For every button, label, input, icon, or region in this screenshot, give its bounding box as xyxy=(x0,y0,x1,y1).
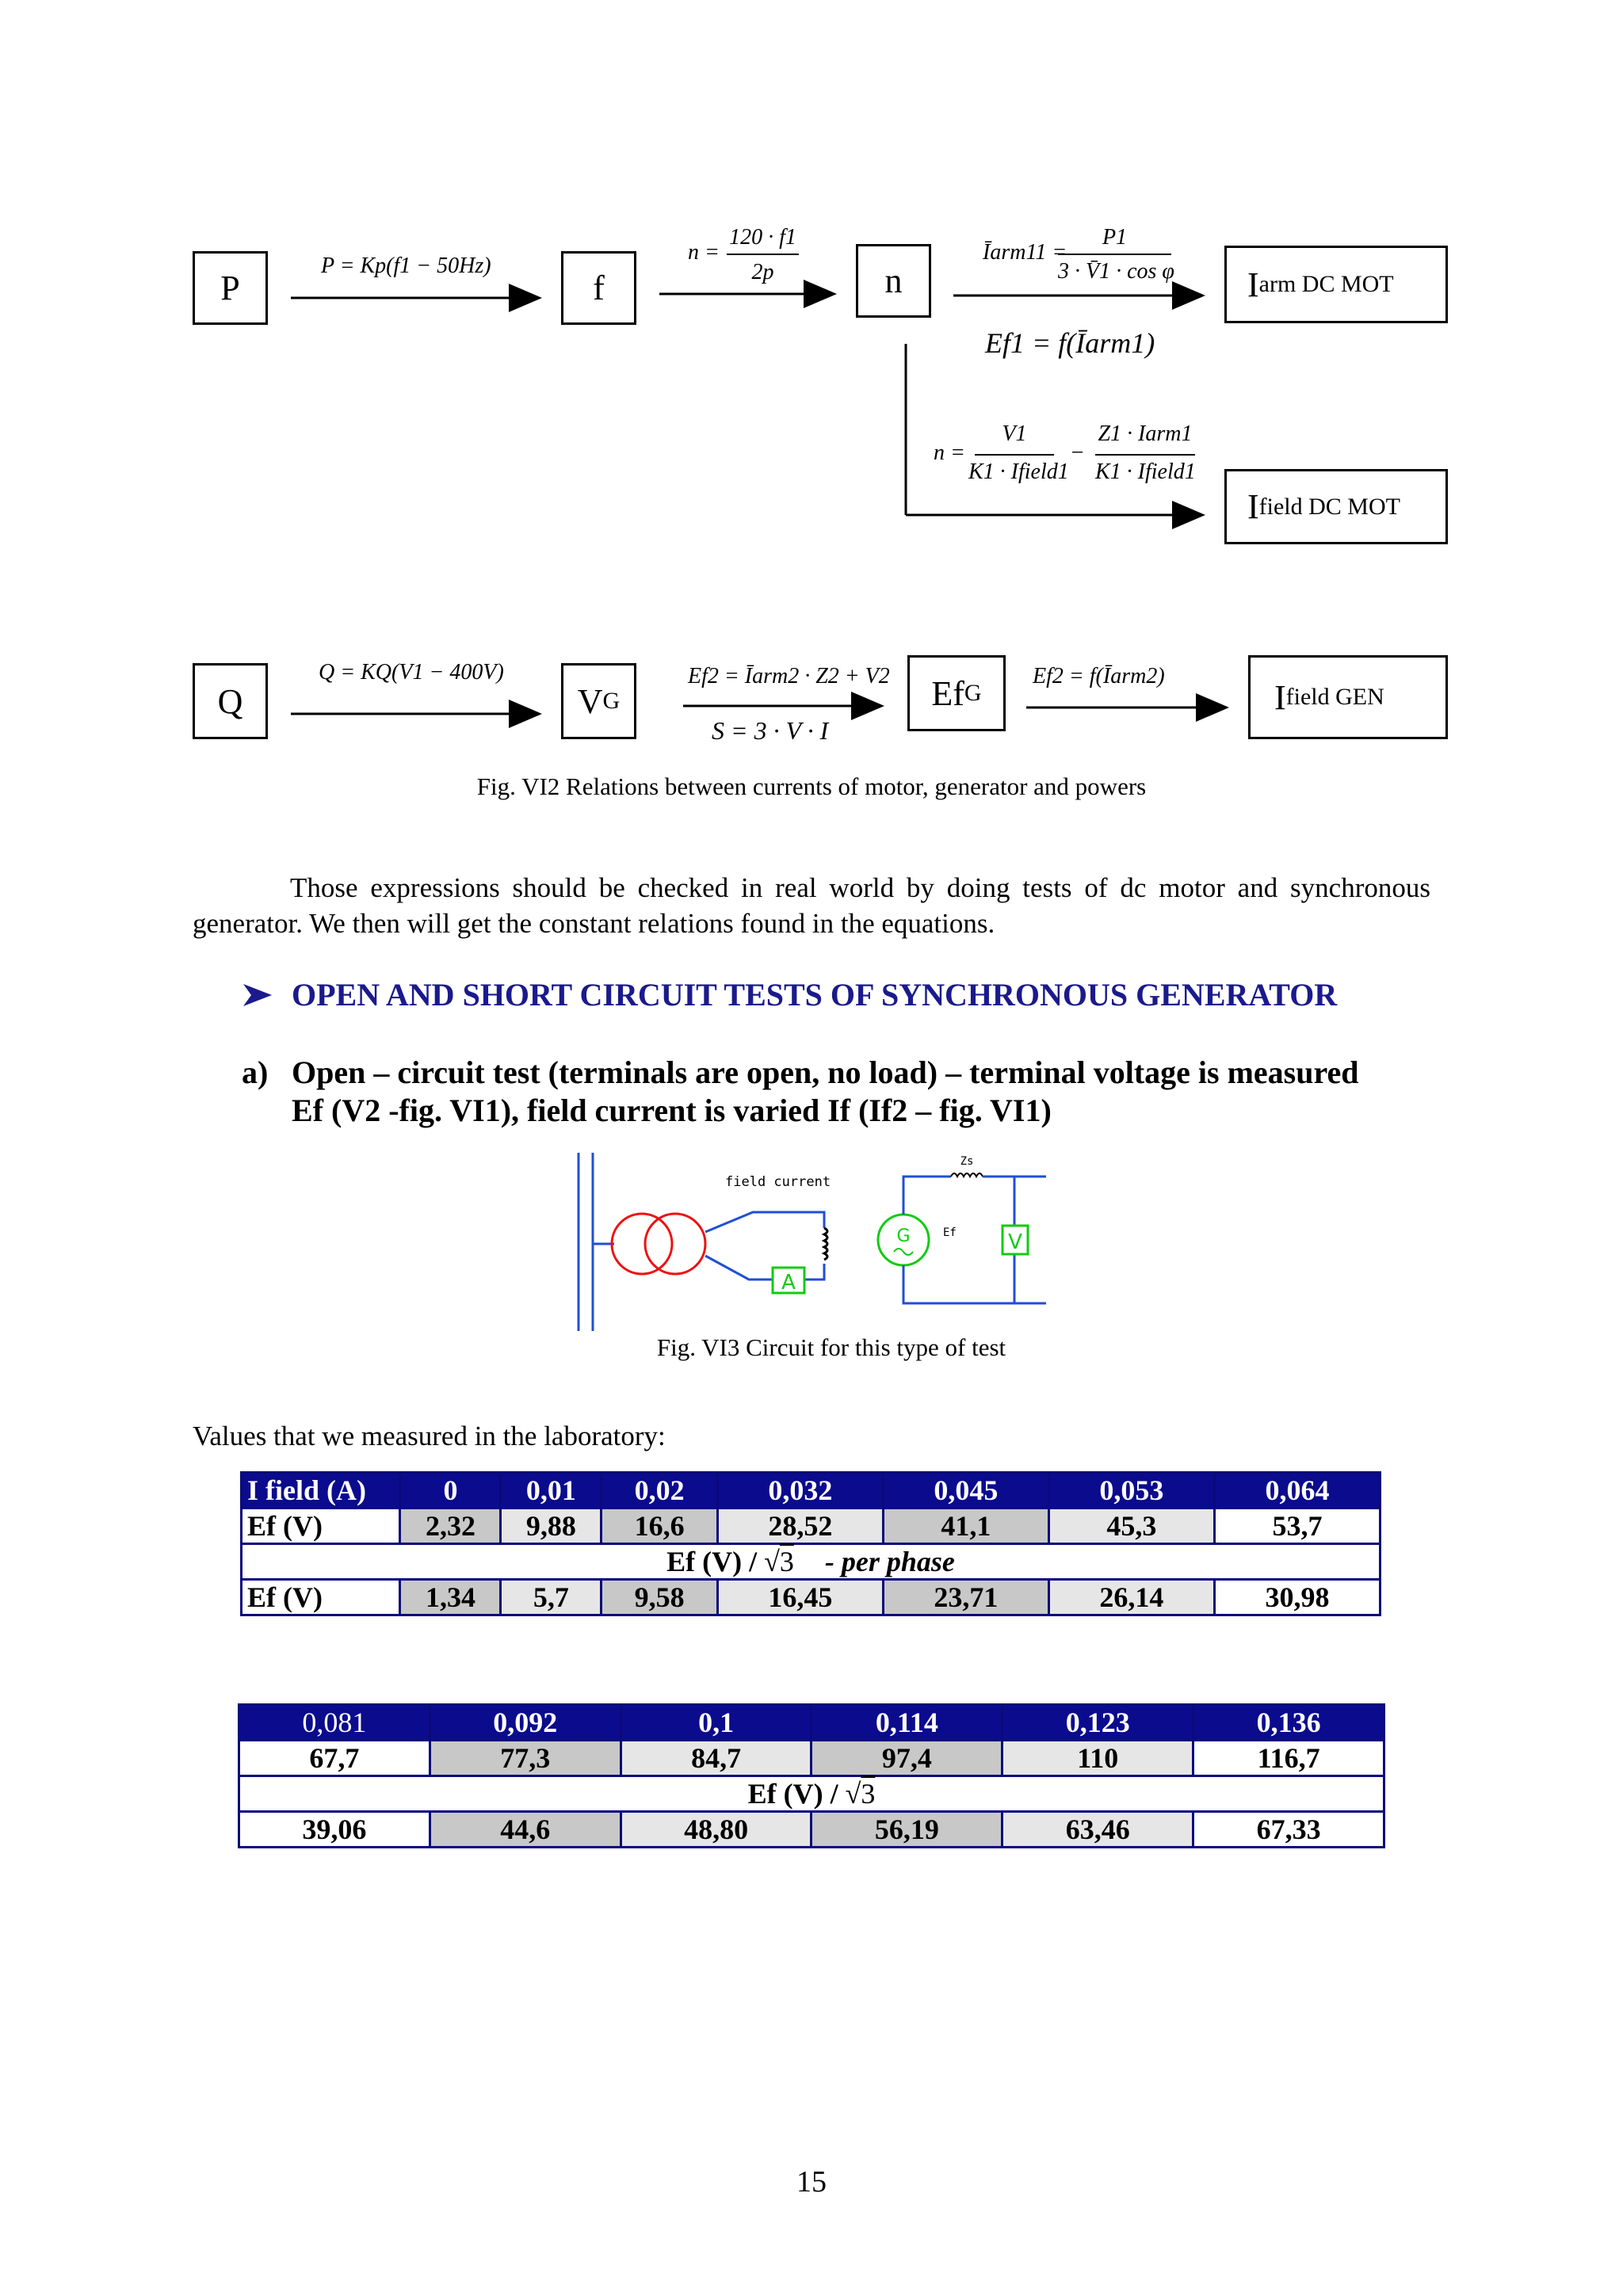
table-row xyxy=(242,1580,1381,1615)
table-cell: 56,19 xyxy=(812,1812,1002,1848)
table-cell: 28,52 xyxy=(717,1508,883,1544)
measured-intro: Values that we measured in the laboratory: xyxy=(193,1421,666,1451)
sqrt-value: 3 xyxy=(779,1546,794,1577)
eq-power-frequency: P = Kp(f1 − 50Hz) xyxy=(321,254,491,278)
table-cell: 48,80 xyxy=(621,1812,812,1848)
table-cell: 0,123 xyxy=(1002,1705,1193,1741)
page-number: 15 xyxy=(796,2165,827,2199)
ef-per-phase-label: Ef (V) / xyxy=(666,1546,758,1577)
table-cell: 30,98 xyxy=(1214,1580,1380,1615)
box-iarm-dc-mot: I arm DC MOT xyxy=(1224,246,1448,323)
box-f: f xyxy=(561,251,636,325)
box-vg: V G xyxy=(561,663,636,739)
transformer-coil-left-icon xyxy=(612,1214,672,1274)
svg-text:Ef: Ef xyxy=(943,1226,957,1239)
table-cell: I field (A) xyxy=(242,1473,400,1508)
measurement-table-2 xyxy=(238,1703,1385,1848)
table-cell: 0,064 xyxy=(1214,1473,1380,1508)
table-cell: 77,3 xyxy=(430,1741,621,1776)
fig-vi2-caption: Fig. VI2 Relations between currents of motor, generator and powers xyxy=(476,772,1147,800)
box-ifield-gen: I field GEN xyxy=(1248,655,1448,739)
table-row xyxy=(239,1741,1384,1776)
table-cell: 39,06 xyxy=(239,1812,430,1848)
table-cell: 0 xyxy=(400,1473,501,1508)
eq-iarm-den: 3 · V̄1 · cos φ xyxy=(1058,259,1174,284)
box-ifield-dc-mot: I field DC MOT xyxy=(1224,469,1448,544)
eq-speed-lhs: n = xyxy=(688,240,720,265)
box-q: Q xyxy=(193,663,268,739)
transformer-coil-right-icon xyxy=(645,1214,705,1274)
table-cell: 5,7 xyxy=(501,1580,601,1615)
fig-vi3-caption: Fig. VI3 Circuit for this type of test xyxy=(656,1333,1006,1361)
subsection-marker: a) xyxy=(242,1055,269,1090)
table-cell: 41,1 xyxy=(883,1508,1048,1544)
table-cell: 26,14 xyxy=(1048,1580,1214,1615)
table-row xyxy=(242,1473,1381,1508)
table-cell: 9,88 xyxy=(501,1508,601,1544)
arrow-bullet-icon xyxy=(242,981,273,1009)
table-cell: 53,7 xyxy=(1214,1508,1380,1544)
eq-apparent-power: S = 3 · V · I xyxy=(712,716,829,745)
eq-speed2-num1: V1 xyxy=(1002,421,1027,446)
body-paragraph: Those expressions should be checked in real world by doing tests of dc motor and synchronous generator. We then will get the constant relations found in the equations. xyxy=(193,872,1430,939)
circuit-diagram xyxy=(571,1153,1054,1331)
table-cell xyxy=(239,1776,1384,1812)
table-cell: 67,33 xyxy=(1193,1812,1384,1848)
table-cell: 16,6 xyxy=(601,1508,718,1544)
table-cell: 9,58 xyxy=(601,1580,718,1615)
table-cell: 0,02 xyxy=(601,1473,718,1508)
table-cell: 0,032 xyxy=(717,1473,883,1508)
table-cell: 110 xyxy=(1002,1741,1193,1776)
table-cell: 84,7 xyxy=(621,1741,812,1776)
table-cell: 44,6 xyxy=(430,1812,621,1848)
svg-text:A: A xyxy=(781,1271,796,1295)
table-cell: 0,1 xyxy=(621,1705,812,1741)
subsection-line1: Open – circuit test (terminals are open, no load) – terminal voltage is measured xyxy=(292,1055,1359,1090)
sqrt-icon: √ xyxy=(845,1778,861,1810)
table-cell: 0,081 xyxy=(239,1705,430,1741)
table-cell: Ef (V) xyxy=(242,1580,400,1615)
table-cell: 97,4 xyxy=(812,1741,1002,1776)
table-cell: 0,136 xyxy=(1193,1705,1384,1741)
eq-ef1: Ef1 = f(Īarm1) xyxy=(985,327,1155,359)
section-heading: OPEN AND SHORT CIRCUIT TESTS OF SYNCHRONOUS GENERATOR xyxy=(292,977,1338,1013)
eq-speed2-num2: Z1 · Iarm1 xyxy=(1098,421,1193,446)
sqrt-icon: √ xyxy=(764,1546,780,1577)
eq-speed-den: 2p xyxy=(751,260,774,284)
svg-text:Zs: Zs xyxy=(960,1155,974,1168)
box-efg: Ef G xyxy=(907,655,1006,731)
sqrt-value: 3 xyxy=(861,1778,876,1810)
eq-speed2-minus: − xyxy=(1070,441,1085,465)
table-cell: 0,114 xyxy=(812,1705,1002,1741)
table-cell: 16,45 xyxy=(717,1580,883,1615)
table-cell: 67,7 xyxy=(239,1741,430,1776)
table-cell: 116,7 xyxy=(1193,1741,1384,1776)
svg-text:V: V xyxy=(1008,1230,1022,1254)
box-p: P xyxy=(193,251,268,325)
table-cell: Ef (V) xyxy=(242,1508,400,1544)
diagram1-arrows xyxy=(0,0,1623,713)
eq-speed2-lhs: n = xyxy=(934,441,965,465)
table-row xyxy=(242,1544,1381,1580)
table-row xyxy=(242,1508,1381,1544)
eq-speed2-den2: K1 · Ifield1 xyxy=(1095,460,1196,484)
table-cell: 23,71 xyxy=(883,1580,1048,1615)
table-cell: 2,32 xyxy=(400,1508,501,1544)
table-row xyxy=(239,1812,1384,1848)
table-cell: 0,045 xyxy=(883,1473,1048,1508)
table-cell: 0,053 xyxy=(1048,1473,1214,1508)
svg-text:G: G xyxy=(896,1226,911,1246)
eq-ef2-function: Ef2 = f(Īarm2) xyxy=(1033,664,1165,688)
eq-speed2-den1: K1 · Ifield1 xyxy=(968,460,1069,484)
per-phase-note: - per phase xyxy=(824,1546,955,1577)
table-cell: 1,34 xyxy=(400,1580,501,1615)
measurement-table-1 xyxy=(240,1471,1381,1616)
table-row xyxy=(239,1705,1384,1741)
eq-ef2: Ef2 = Īarm2 · Z2 + V2 xyxy=(688,664,890,688)
box-n: n xyxy=(856,244,931,318)
table-cell xyxy=(242,1544,1381,1580)
ef-per-phase-label: Ef (V) / xyxy=(747,1778,838,1810)
table-cell: 0,01 xyxy=(501,1473,601,1508)
table-cell: 63,46 xyxy=(1002,1812,1193,1848)
svg-text:field current: field current xyxy=(725,1174,831,1190)
table-row xyxy=(239,1776,1384,1812)
eq-speed-num: 120 · f1 xyxy=(729,225,796,250)
table-cell: 0,092 xyxy=(430,1705,621,1741)
eq-iarm-num: P1 xyxy=(1102,225,1128,250)
eq-iarm-lhs: Īarm11 = xyxy=(983,240,1067,265)
table-cell: 45,3 xyxy=(1048,1508,1214,1544)
eq-reactive-power: Q = KQ(V1 − 400V) xyxy=(319,660,504,685)
subsection-line2: Ef (V2 -fig. VI1), field current is varied If (If2 – fig. VI1) xyxy=(292,1093,1052,1128)
